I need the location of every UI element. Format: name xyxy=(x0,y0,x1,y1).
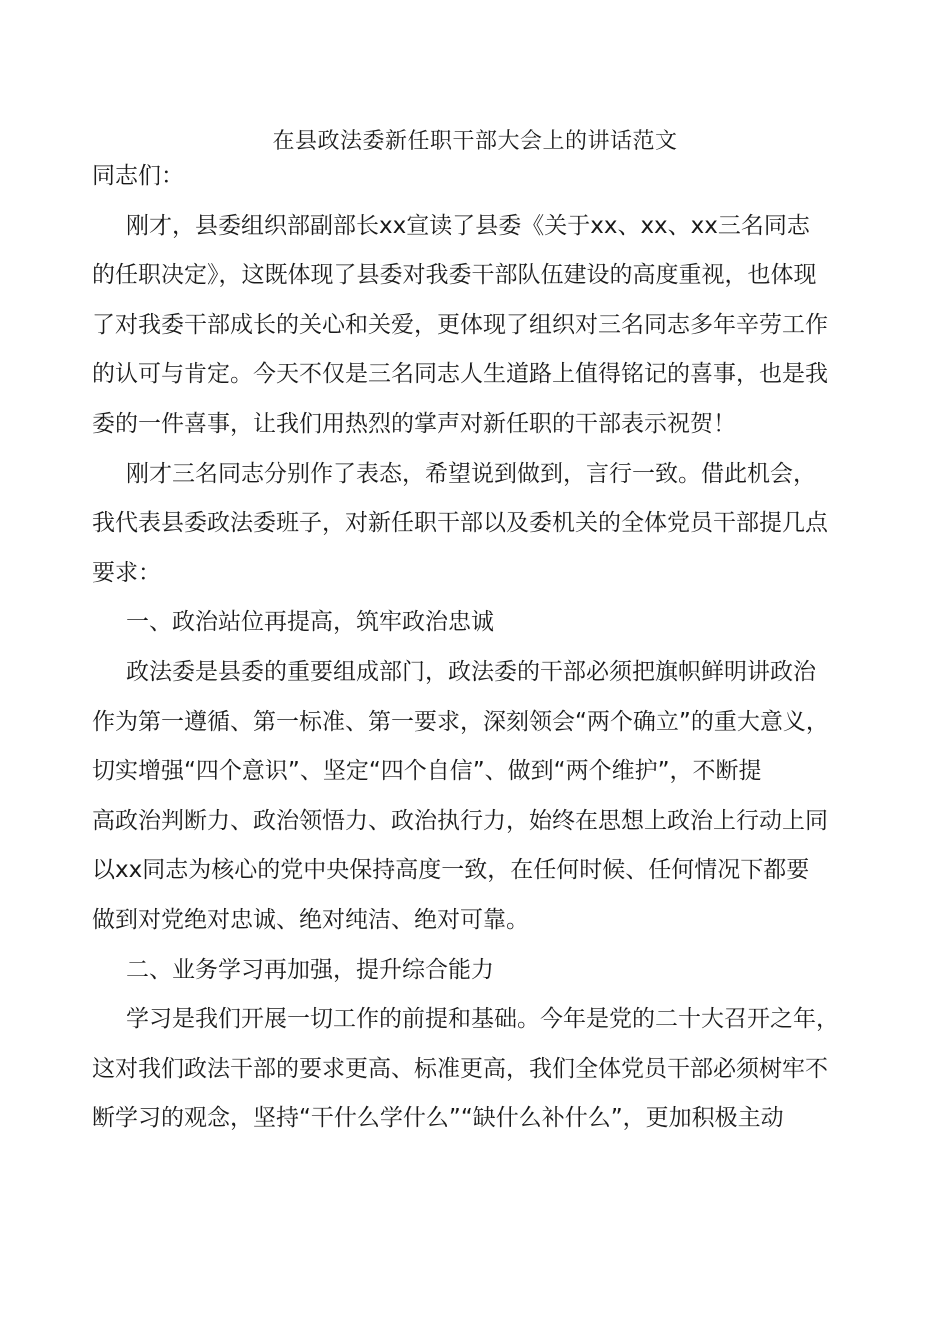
paragraph-line: 政法委是县委的重要组成部门，政法委的干部必须把旗帜鲜明讲政治 xyxy=(126,658,816,685)
paragraph-line: 了对我委干部成长的关心和关爱，更体现了组织对三名同志多年辛劳工作 xyxy=(92,311,828,338)
paragraph-line: 高政治判断力、政治领悟力、政治执行力，始终在思想上政治上行动上同 xyxy=(92,807,828,834)
document-title: 在县政法委新任职干部大会上的讲话范文 xyxy=(272,129,678,154)
paragraph-line: 委的一件喜事，让我们用热烈的掌声对新任职的干部表示祝贺！ xyxy=(92,410,736,437)
paragraph-line: 以xx同志为核心的党中央保持高度一致，在任何时候、任何情况下都要 xyxy=(92,857,810,884)
section-heading: 二、业务学习再加强，提升综合能力 xyxy=(126,956,494,983)
paragraph-line: 作为第一遵循、第一标准、第一要求，深刻领会“两个确立”的重大意义， xyxy=(92,708,829,735)
section-heading: 一、政治站位再提高，筑牢政治忠诚 xyxy=(126,609,494,636)
paragraph-line: 断学习的观念，坚持“干什么学什么”“缺什么补什么”，更加积极主动 xyxy=(92,1105,784,1132)
paragraph-line: 切实增强“四个意识”、坚定“四个自信”、做到“两个维护”，不断提 xyxy=(92,758,762,785)
paragraph-line: 刚才，县委组织部副部长xx宣读了县委《关于xx、xx、xx三名同志 xyxy=(126,212,810,239)
paragraph-line: 学习是我们开展一切工作的前提和基础。今年是党的二十大召开之年， xyxy=(126,1006,839,1033)
paragraph-line: 的认可与肯定。今天不仅是三名同志人生道路上值得铭记的喜事，也是我 xyxy=(92,361,828,388)
paragraph-line: 这对我们政法干部的要求更高、标准更高，我们全体党员干部必须树牢不 xyxy=(92,1055,828,1082)
paragraph-line: 刚才三名同志分别作了表态，希望说到做到，言行一致。借此机会， xyxy=(126,460,816,487)
paragraph-line: 我代表县委政法委班子，对新任职干部以及委机关的全体党员干部提几点 xyxy=(92,510,828,537)
paragraph-line: 做到对党绝对忠诚、绝对纯洁、绝对可靠。 xyxy=(92,906,529,933)
salutation-line: 同志们： xyxy=(92,163,184,189)
paragraph-line: 的任职决定》，这既体现了县委对我委干部队伍建设的高度重视，也体现 xyxy=(92,262,817,289)
paragraph-line: 要求： xyxy=(92,559,161,586)
document-body xyxy=(92,152,872,1144)
